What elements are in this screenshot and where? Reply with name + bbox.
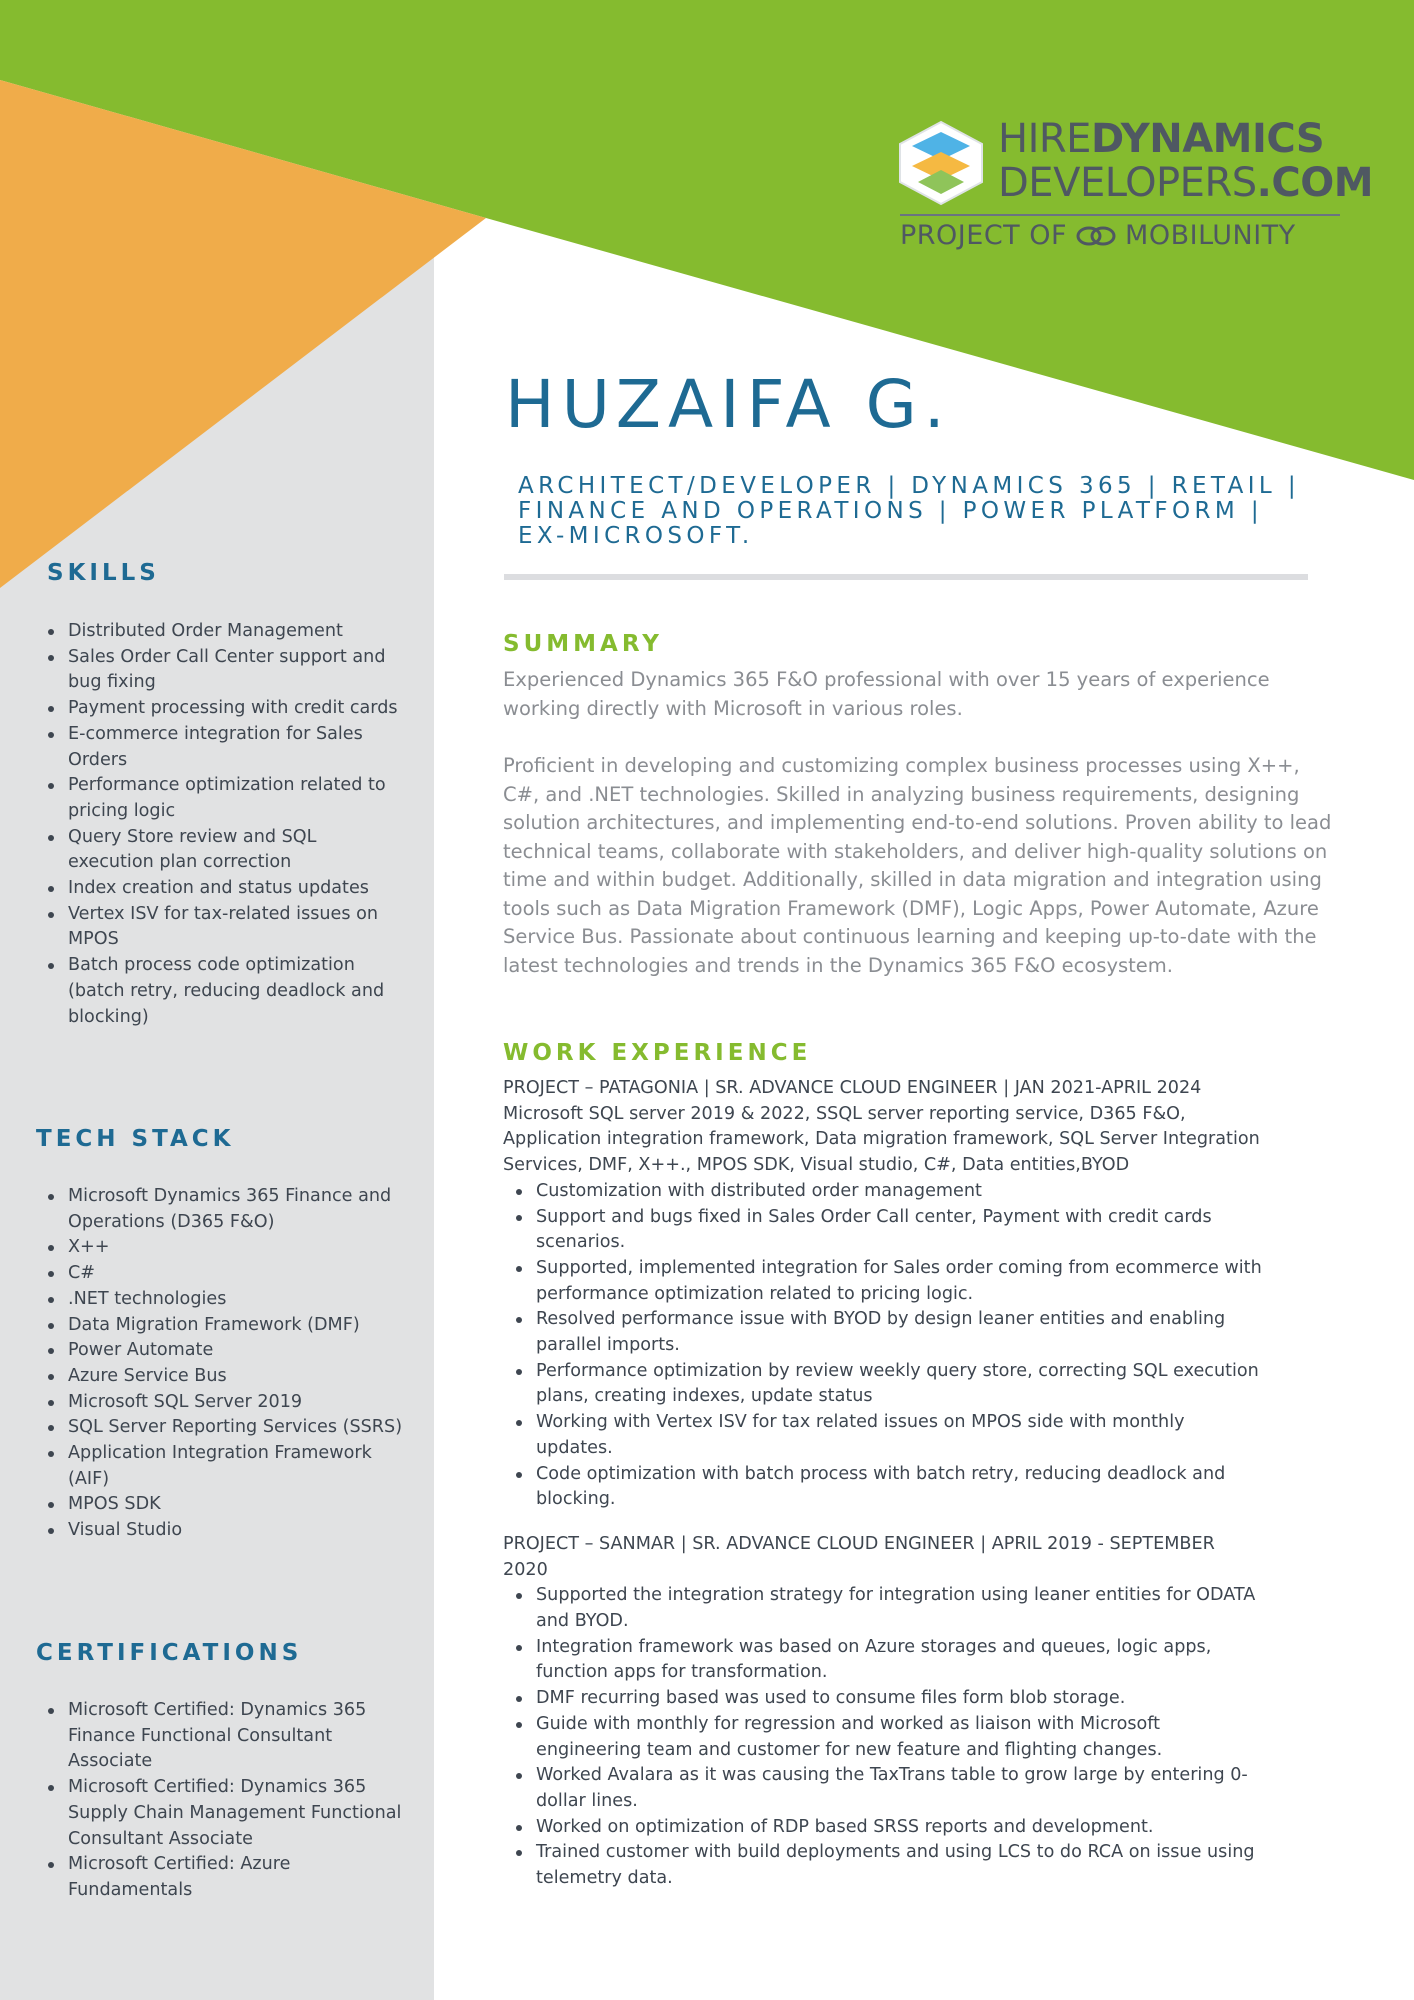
project-bullets bbox=[503, 1179, 1263, 1513]
list-item: E-commerce integration for Sales Orders bbox=[68, 722, 406, 773]
list-item: X++ bbox=[68, 1235, 406, 1261]
logo-divider bbox=[900, 214, 1340, 216]
list-item: Visual Studio bbox=[68, 1518, 406, 1544]
work-experience bbox=[503, 1076, 1263, 1911]
list-item: Sales Order Call Center support and bug fixing bbox=[68, 645, 406, 696]
summary-paragraph-1: Experienced Dynamics 365 F&O professional with over 15 years of experience working directly with Microsoft in various roles. bbox=[503, 668, 1270, 720]
list-item: Query Store review and SQL execution plan correction bbox=[68, 825, 406, 876]
list-item: Index creation and status updates bbox=[68, 876, 406, 902]
list-item: Payment processing with credit cards bbox=[68, 696, 406, 722]
list-item: Resolved performance issue with BYOD by design leaner entities and enabling parallel imports. bbox=[536, 1307, 1263, 1358]
list-item: Distributed Order Management bbox=[68, 619, 406, 645]
cube-stack-icon bbox=[898, 120, 984, 206]
header-divider bbox=[504, 574, 1308, 580]
summary-heading: SUMMARY bbox=[503, 631, 663, 657]
list-item: Application Integration Framework (AIF) bbox=[68, 1441, 406, 1492]
list-item: Microsoft Certified: Dynamics 365 Finance Functional Consultant Associate bbox=[68, 1698, 406, 1775]
list-item: Performance optimization related to pricing logic bbox=[68, 773, 406, 824]
skills-list bbox=[36, 619, 406, 1030]
list-item: Trained customer with build deployments and using LCS to do RCA on issue using telemetry data. bbox=[536, 1840, 1263, 1891]
summary-paragraph-2: Proficient in developing and customizing complex business processes using X++, C#, and .NET technologies. Skilled in analyzing business requirements, designing solution architectures, and implementing end-to-end solutions. Proven ability to lead technical teams, collaborate with stakeholders, and deliver high-quality solutions on time and within budget. Additionally, skilled in data migration and integration using tools such as Data Migration Framework (DMF), Logic Apps, Power Automate, Azure Service Bus. Passionate about continuous learning and keeping up-to-date with the latest technologies and trends in the Dynamics 365 F&O ecosystem. bbox=[503, 754, 1332, 977]
list-item: Vertex ISV for tax-related issues on MPOS bbox=[68, 902, 406, 953]
list-item: Code optimization with batch process with batch retry, reducing deadlock and blocking. bbox=[536, 1462, 1263, 1513]
list-item: Working with Vertex ISV for tax related issues on MPOS side with monthly updates. bbox=[536, 1410, 1263, 1461]
list-item: Batch process code optimization (batch retry, reducing deadlock and blocking) bbox=[68, 953, 406, 1030]
list-item: .NET technologies bbox=[68, 1287, 406, 1313]
mobilunity-knot-icon bbox=[1075, 223, 1117, 249]
list-item: Microsoft SQL Server 2019 bbox=[68, 1390, 406, 1416]
list-item: MPOS SDK bbox=[68, 1492, 406, 1518]
list-item: Integration framework was based on Azure storages and queues, logic apps, function apps for transformation. bbox=[536, 1635, 1263, 1686]
list-item: Performance optimization by review weekly query store, correcting SQL execution plans, creating indexes, update status bbox=[536, 1359, 1263, 1410]
list-item: Guide with monthly for regression and worked as liaison with Microsoft engineering team and customer for new feature and flighting changes. bbox=[536, 1712, 1263, 1763]
project-header: PROJECT – PATAGONIA | SR. ADVANCE CLOUD ENGINEER | JAN 2021-APRIL 2024 bbox=[503, 1078, 1202, 1098]
list-item: C# bbox=[68, 1261, 406, 1287]
list-item: Microsoft Dynamics 365 Finance and Operations (D365 F&O) bbox=[68, 1184, 406, 1235]
project-sanmar bbox=[503, 1532, 1263, 1892]
logo-line-1: HIREDYNAMICS bbox=[998, 116, 1325, 162]
work-experience-heading: WORK EXPERIENCE bbox=[503, 1040, 812, 1066]
certifications-heading: CERTIFICATIONS bbox=[36, 1640, 303, 1666]
list-item: Supported the integration strategy for integration using leaner entities for ODATA and BYOD. bbox=[536, 1583, 1263, 1634]
project-header: PROJECT – SANMAR | SR. ADVANCE CLOUD ENGINEER | APRIL 2019 - SEPTEMBER 2020 bbox=[503, 1533, 1215, 1580]
company-logo bbox=[898, 114, 1373, 254]
list-item: Microsoft Certified: Dynamics 365 Supply Chain Management Functional Consultant Associate bbox=[68, 1775, 406, 1852]
candidate-name: HUZAIFA G. bbox=[505, 366, 952, 443]
skills-heading: SKILLS bbox=[47, 560, 160, 586]
list-item: Data Migration Framework (DMF) bbox=[68, 1313, 406, 1339]
list-item: Support and bugs fixed in Sales Order Call center, Payment with credit cards scenarios. bbox=[536, 1205, 1263, 1256]
list-item: Supported, implemented integration for Sales order coming from ecommerce with performance optimization related to pricing logic. bbox=[536, 1256, 1263, 1307]
tech-stack-heading: TECH STACK bbox=[36, 1126, 235, 1152]
project-bullets bbox=[503, 1583, 1263, 1891]
project-patagonia bbox=[503, 1076, 1263, 1513]
list-item: SQL Server Reporting Services (SSRS) bbox=[68, 1415, 406, 1441]
candidate-tagline: ARCHITECT/DEVELOPER | DYNAMICS 365 | RETAIL | FINANCE AND OPERATIONS | POWER PLATFORM | EX-MICROSOFT. bbox=[518, 473, 1300, 549]
logo-line-3: PROJECT OF MOBILUNITY bbox=[900, 220, 1296, 251]
tech-stack-list bbox=[36, 1184, 406, 1544]
logo-line-2: DEVELOPERS.COM bbox=[998, 160, 1373, 206]
list-item: DMF recurring based was used to consume files form blob storage. bbox=[536, 1686, 1263, 1712]
summary-text bbox=[503, 666, 1333, 1009]
list-item: Microsoft Certified: Azure Fundamentals bbox=[68, 1852, 406, 1903]
list-item: Worked on optimization of RDP based SRSS reports and development. bbox=[536, 1815, 1263, 1841]
list-item: Customization with distributed order management bbox=[536, 1179, 1263, 1205]
list-item: Worked Avalara as it was causing the TaxTrans table to grow large by entering 0-dollar lines. bbox=[536, 1763, 1263, 1814]
project-tech: Microsoft SQL server 2019 & 2022, SSQL server reporting service, D365 F&O, Application integration framework, Data migration framework, SQL Server Integration Services, DMF, X++., MPOS SDK, Visual studio, C#, Data entities,BYOD bbox=[503, 1103, 1260, 1176]
list-item: Azure Service Bus bbox=[68, 1364, 406, 1390]
list-item: Power Automate bbox=[68, 1338, 406, 1364]
certifications-list bbox=[36, 1698, 406, 1904]
